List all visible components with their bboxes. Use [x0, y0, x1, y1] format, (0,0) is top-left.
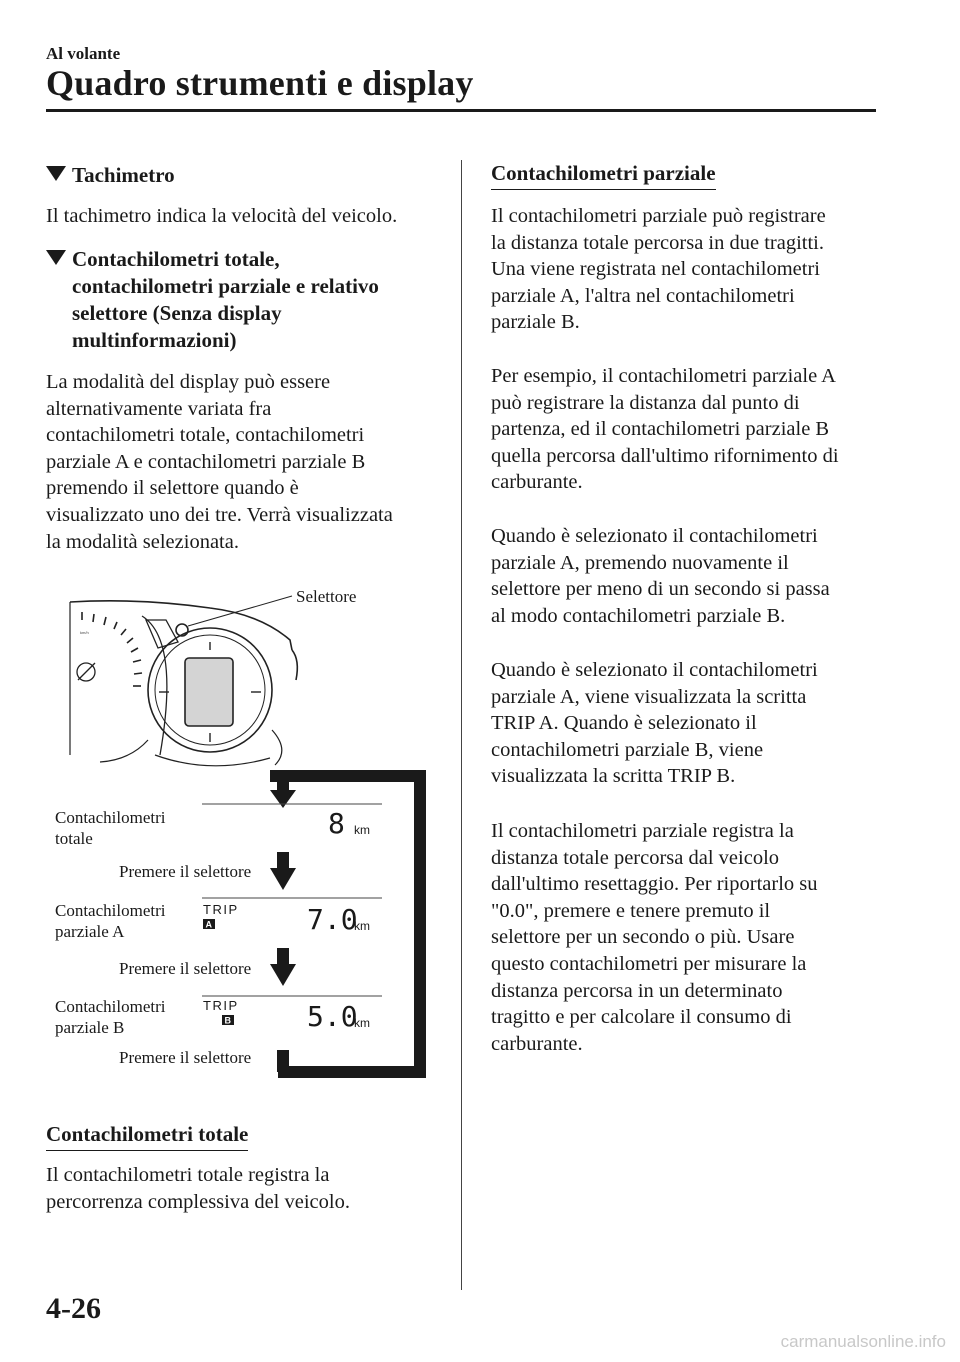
odometer-unit: km [354, 823, 370, 837]
trip-b-text: TRIP [203, 998, 239, 1013]
trip-paragraph-5: Il contachilometri parziale registra la distanza totale percorsa dal veicolo dall'ultimo resettaggio. Per riportarlo su "0.0", premere e tenere premuto il selettore per un secondo o più. Usare questo contachilometri per misurare la distanza percorsa in un determinato tragitto e per calcolare il consumo di carburante. [491, 820, 818, 1055]
trip-paragraph-1: Il contachilometri parziale può registrare la distanza totale percorsa in due tragitti. Una viene registrata nel contachilometri parziale A, l'altra nel contachilometri parziale B. [491, 205, 826, 334]
column-divider [461, 160, 462, 1290]
trip-b-label-line2: parziale B [55, 1018, 125, 1037]
trip-b-value: 5.0 [307, 1000, 358, 1033]
triangle-bullet-icon [46, 166, 66, 181]
press-selector-label: Premere il selettore [119, 862, 252, 881]
odometer-value: 8 [328, 807, 345, 840]
triangle-bullet-icon [46, 250, 66, 265]
trip-b-letter: B [224, 1015, 231, 1026]
tachimetro-heading: Tachimetro [46, 162, 175, 189]
press-selector-label: Premere il selettore [119, 959, 252, 978]
trip-odometer-heading: Contachilometri parziale [491, 161, 716, 190]
trip-a-value: 7.0 [307, 903, 358, 936]
instrument-cluster-illustration [70, 596, 297, 766]
page-number: 4-26 [46, 1292, 101, 1325]
trip-b-unit: km [354, 1016, 370, 1030]
trip-a-letter: A [205, 919, 212, 930]
trip-a-text: TRIP [203, 902, 239, 917]
odometer-description: La modalità del display può essere alternativamente variata fra contachilometri totale, contachilometri parziale A e contachilometri parziale B premendo il selettore quando è visualizzato uno dei tre. Verrà visualizzata la modalità selezionata. [46, 371, 393, 553]
trip-a-label-line2: parziale A [55, 922, 125, 941]
trip-paragraph-4: Quando è selezionato il contachilometri parziale A, viene visualizzata la scritta TRIP A. Quando è selezionato il contachilometri parziale B, viene visualizzata la scritta TRIP B. [491, 659, 818, 788]
selector-label: Selettore [296, 587, 357, 606]
trip-a-unit: km [354, 919, 370, 933]
odometer-label-line2: totale [55, 829, 93, 848]
page-title: Quadro strumenti e display [46, 63, 474, 103]
cluster-figure [55, 580, 430, 1080]
arrow-down-icon [270, 852, 296, 890]
odometer-heading: Contachilometri totale, contachilometri parziale e relativo selettore (Senza display multinformazioni) [46, 246, 379, 354]
odometer-label-line1: Contachilometri [55, 808, 166, 827]
total-odometer-heading: Contachilometri totale [46, 1122, 248, 1151]
header-rule [46, 109, 876, 112]
trip-b-label-line1: Contachilometri [55, 997, 166, 1016]
trip-paragraph-3: Quando è selezionato il contachilometri parziale A, premendo nuovamente il selettore per meno di un secondo si passa al modo contachilometri parziale B. [491, 525, 830, 627]
arrow-down-icon [270, 948, 296, 986]
press-selector-label: Premere il selettore [119, 1048, 252, 1067]
tachimetro-text: Il tachimetro indica la velocità del veicolo. [46, 205, 398, 227]
trip-paragraph-2: Per esempio, il contachilometri parziale A può registrare la distanza dal punto di partenza, ed il contachilometri parziale B quella percorsa dall'ultimo rifornimento di carburante. [491, 365, 839, 494]
trip-a-label-line1: Contachilometri [55, 901, 166, 920]
total-odometer-text: Il contachilometri totale registra la percorrenza complessiva del veicolo. [46, 1164, 350, 1213]
section-label: Al volante [46, 44, 121, 63]
speed-unit-label: km/h [80, 630, 89, 635]
footer-watermark: carmanualsonline.info [780, 1332, 946, 1351]
